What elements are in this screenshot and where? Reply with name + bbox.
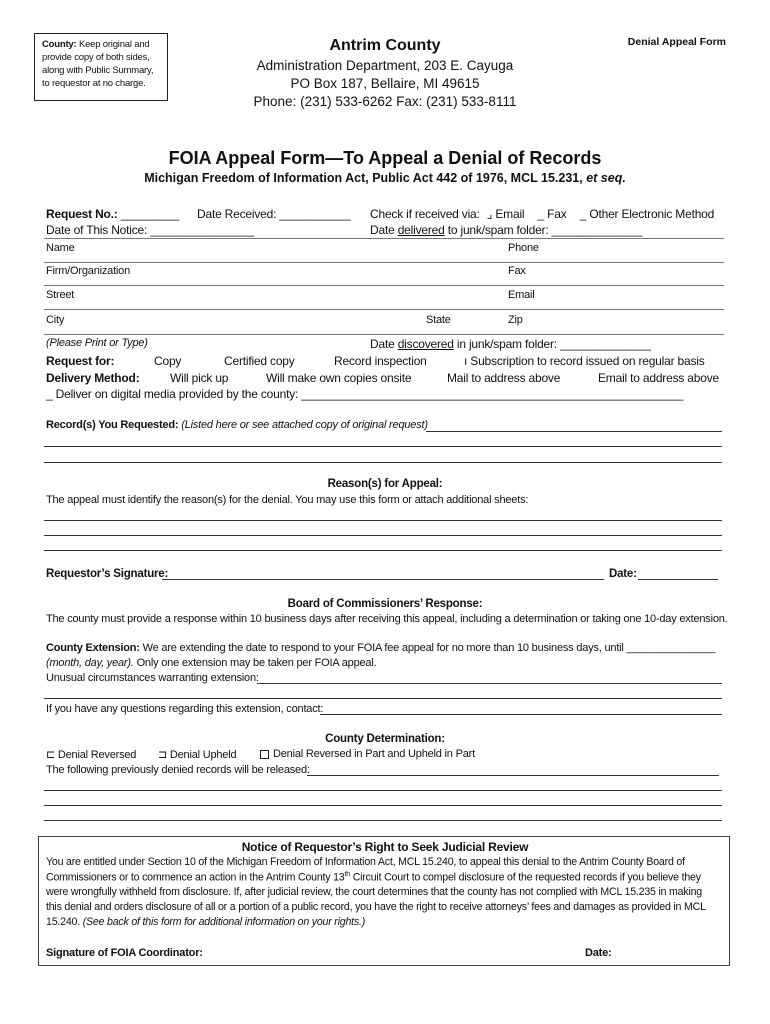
determination-upheld[interactable]	[158, 748, 236, 761]
requestor-date-label: Date:	[609, 568, 637, 580]
delivered-word: delivered	[397, 223, 445, 237]
extension-label: County Extension:	[46, 642, 140, 654]
option-certified[interactable]: Certified copy	[224, 354, 295, 368]
org-address: PO Box 187, Bellaire, MI 49615	[290, 76, 480, 91]
request-no-label: Request No.:	[46, 207, 118, 221]
extension-row-2	[46, 657, 376, 669]
reasons-heading: Reason(s) for Appeal:	[327, 478, 443, 490]
received-fax[interactable]: Fax	[547, 207, 567, 221]
unusual-line-2[interactable]	[44, 698, 722, 699]
option-subscription[interactable]	[464, 354, 705, 368]
request-no-blank[interactable]: _________	[120, 207, 180, 221]
board-text: The county must provide a response within 10 business days after receiving this appeal, including a determination or taking one 10-day extension.	[46, 613, 728, 625]
notice-line-2b: Circuit Court to compel disclosure of the requested records if you believe they	[352, 871, 701, 884]
released-line-4[interactable]	[44, 820, 722, 821]
zip-label[interactable]: Zip	[508, 314, 523, 326]
reasons-line-1[interactable]	[44, 520, 722, 521]
state-label[interactable]: State	[426, 314, 451, 326]
received-email[interactable]: Email	[495, 207, 525, 221]
request-no-row	[46, 207, 179, 221]
partial-checkbox-icon[interactable]	[260, 750, 269, 759]
phone-label[interactable]: Phone	[508, 242, 539, 254]
received-via-row: Check if received via: ⌟ Email _ Fax _ Other Electronic Method	[370, 207, 715, 221]
determination-reversed[interactable]	[46, 748, 136, 761]
page-subtitle	[0, 171, 770, 185]
board-heading: Board of Commissioners’ Response:	[287, 598, 483, 610]
questions-line[interactable]	[320, 714, 722, 715]
questions-label: If you have any questions regarding this extension, contact:	[46, 703, 324, 715]
released-line-1[interactable]	[307, 775, 719, 776]
received-via-label: Check if received via:	[370, 207, 480, 221]
notice-heading: Notice of Requestor’s Right to Seek Judicial Review	[241, 840, 529, 854]
org-phone-fax: Phone: (231) 533-6262 Fax: (231) 533-8111	[253, 94, 517, 109]
discovered-junk-row	[370, 337, 651, 351]
unusual-label: Unusual circumstances warranting extension:	[46, 672, 259, 684]
requestor-date-line[interactable]	[638, 579, 718, 580]
subscription-marker-icon: ı	[464, 354, 468, 368]
records-requested-label: Record(s) You Requested:	[46, 419, 179, 431]
coordinator-date-label: Date:	[585, 947, 612, 959]
delivery-digital-text: Deliver on digital media provided by the county: ___________________________________________________________	[55, 387, 684, 401]
reasons-line-2[interactable]	[44, 535, 722, 536]
extension-date-format: (month, day, year).	[46, 657, 134, 669]
reversed-label: Denial Reversed	[57, 749, 137, 761]
discovered-date-prefix: Date	[370, 337, 395, 351]
print-type-note: (Please Print or Type)	[46, 337, 148, 349]
corner-label: Denial Appeal Form	[627, 36, 726, 48]
org-name: Antrim County	[329, 37, 441, 54]
upheld-checkbox-icon[interactable]: ⊐	[158, 749, 168, 761]
records-line-3[interactable]	[44, 462, 722, 463]
fax-label[interactable]: Fax	[508, 265, 526, 277]
extension-text[interactable]: We are extending the date to respond to your FOIA fee appeal for no more than 10 business days, until _______________	[142, 642, 716, 654]
upheld-label: Denial Upheld	[169, 749, 237, 761]
records-line-1[interactable]	[426, 431, 722, 432]
delivery-onsite[interactable]: Will make own copies onsite	[266, 371, 412, 385]
notice-line-2	[46, 871, 701, 884]
released-line-2[interactable]	[44, 790, 722, 791]
notice-line-2-sup: th	[344, 871, 350, 878]
notice-line-2a: Commissioners or to commence an action in the Antrim County 13	[46, 871, 345, 884]
notice-line-5b: (See back of this form for additional information on your rights.)	[82, 916, 366, 928]
org-dept: Administration Department, 203 E. Cayuga	[256, 58, 514, 73]
discovered-word: discovered	[397, 337, 454, 351]
released-label: The following previously denied records will be released:	[46, 764, 310, 776]
county-note-line3: along with Public Summary,	[42, 65, 154, 76]
released-line-3[interactable]	[44, 805, 722, 806]
delivered-junk-row	[370, 223, 642, 237]
subtitle-text: Michigan Freedom of Information Act, Public Act 442 of 1976, MCL 15.231,	[144, 171, 583, 185]
delivered-junk-suffix[interactable]: to junk/spam folder: ______________	[447, 223, 643, 237]
reversed-checkbox-icon[interactable]: ⊏	[46, 749, 56, 761]
determination-partial[interactable]	[260, 748, 475, 760]
subtitle-italic: et seq.	[586, 171, 626, 185]
partial-label: Denial Reversed in Part and Upheld in Part	[273, 748, 475, 760]
street-label[interactable]: Street	[46, 289, 75, 301]
county-note-line4: to requestor at no charge.	[42, 78, 146, 89]
discovered-junk-suffix[interactable]: in junk/spam folder: ______________	[456, 337, 651, 351]
notice-line-5a: 15.240.	[46, 916, 80, 928]
records-requested-row	[46, 419, 428, 431]
date-of-notice[interactable]: Date of This Notice: ________________	[46, 223, 254, 237]
delivery-pickup[interactable]: Will pick up	[170, 371, 229, 385]
reasons-line-3[interactable]	[44, 550, 722, 551]
requestor-signature-line[interactable]	[162, 579, 604, 580]
determination-heading: County Determination:	[325, 733, 445, 745]
county-note-line1: Keep original and	[78, 39, 150, 50]
request-for-label: Request for:	[46, 354, 115, 368]
records-requested-hint: (Listed here or see attached copy of original request)	[181, 419, 428, 431]
page-title: FOIA Appeal Form—To Appeal a Denial of Records	[168, 148, 602, 168]
delivery-method-label: Delivery Method:	[46, 371, 140, 385]
email-label[interactable]: Email	[508, 289, 535, 301]
reasons-text: The appeal must identify the reason(s) for the denial. You may use this form or attach additional sheets:	[46, 494, 529, 506]
option-copy[interactable]: Copy	[154, 354, 182, 368]
delivery-email[interactable]: Email to address above	[598, 371, 720, 385]
notice-line-1: You are entitled under Section 10 of the Michigan Freedom of Information Act, MCL 15.240, to appeal this denial to the Antrim County Board of	[46, 856, 685, 868]
option-inspection[interactable]: Record inspection	[334, 354, 427, 368]
received-other[interactable]: Other Electronic Method	[589, 207, 715, 221]
date-received[interactable]: Date Received: ___________	[197, 207, 351, 221]
notice-line-4: this denial and orders disclosure of all or a portion of a public record, you have the right to receive attorneys’ fees and damages as provided in MCL	[46, 901, 706, 913]
delivered-date-prefix: Date	[370, 223, 395, 237]
firm-label[interactable]: Firm/Organization	[46, 265, 131, 277]
subscription-label: Subscription to record issued on regular basis	[470, 354, 705, 368]
delivery-digital[interactable]: _ Deliver on digital media provided by the county: ___________________________________________________________	[46, 387, 684, 401]
name-label[interactable]: Name	[46, 242, 75, 254]
notice-line-5	[46, 916, 365, 928]
records-line-2[interactable]	[44, 446, 722, 447]
county-note-line2: provide copy of both sides,	[42, 52, 150, 63]
requestor-signature-label: Requestor’s Signature:	[46, 568, 169, 580]
delivery-mail[interactable]: Mail to address above	[447, 371, 561, 385]
county-note-label: County:	[42, 39, 77, 50]
unusual-line-1[interactable]	[257, 683, 722, 684]
city-label[interactable]: City	[46, 314, 65, 326]
extension-limit-text: Only one extension may be taken per FOIA appeal.	[136, 657, 377, 669]
coordinator-signature-label: Signature of FOIA Coordinator:	[46, 947, 203, 959]
extension-row	[46, 642, 715, 654]
notice-line-3: were wrongfully withheld from disclosure. If, after judicial review, the court determines that the county has not complied with MCL 15.235 in making	[46, 886, 702, 898]
